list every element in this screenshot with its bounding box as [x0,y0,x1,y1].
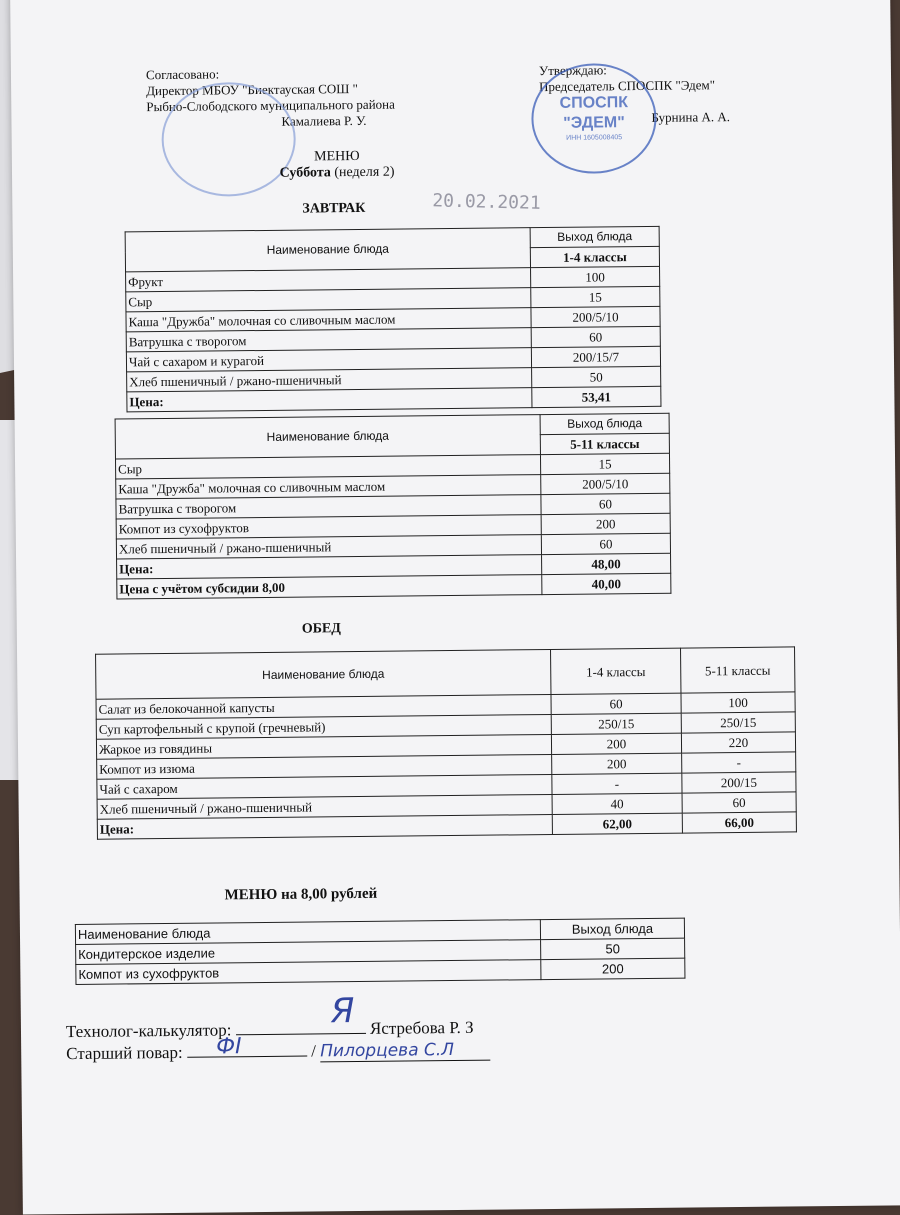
dish-name: Фрукт [126,268,531,292]
price-label: Цена: [127,388,532,412]
dish-name: Хлеб пшеничный / ржано-пшеничный [127,368,532,392]
approval-right-name: Бурнина А. А. [651,109,731,125]
price-value-a: 62,00 [552,813,682,834]
breakfast-table-2 [115,413,672,600]
dish-value-b: 220 [681,732,795,753]
col-name-header: Наименование блюда [125,228,530,272]
dish-value: 200/5/10 [541,473,670,494]
dish-name: Хлеб пшеничный / ржано-пшеничный [116,535,541,559]
tech-label: Технолог-калькулятор: [65,1020,232,1042]
dish-value-a: 200 [551,733,681,754]
stamp-line1: СПОСПК [559,94,629,112]
dish-value-b: - [682,752,796,773]
col-name-header: Наименование блюда [96,649,551,699]
dish-name: Каша "Дружба" молочная со сливочным маслом [126,308,531,332]
dish-name: Суп картофельный с крупой (гречневый) [96,714,551,739]
cook-label: Старший повар: [66,1042,183,1064]
tech-signature: Я [330,991,355,1032]
dish-name: Компот из изюма [97,754,552,779]
approval-left-name: Камалиева Р. У. [281,112,367,129]
menu8-heading: МЕНЮ на 8,00 рублей [224,885,378,904]
dish-name: Ватрушка с творогом [116,495,541,519]
group-header: 1-4 классы [530,246,659,267]
dish-value-a: 60 [551,693,681,714]
document-page [10,0,900,1215]
dish-value: 50 [541,938,685,960]
dish-name: Хлеб пшеничный / ржано-пшеничный [97,794,552,819]
price-label: Цена: [117,555,542,579]
lunch-heading: ОБЕД [301,621,341,637]
table-header-row [96,647,795,699]
dish-name: Ватрушка с творогом [126,328,531,352]
col-out-header: Выход блюда [540,918,684,940]
dish-name: Салат из белокочанной капусты [96,694,551,719]
subsidy-label: Цена с учётом субсидии 8,00 [117,575,542,599]
dish-value-a: - [552,773,682,794]
dish-value: 200/5/10 [531,306,660,327]
menu8-table [75,918,686,985]
menu-day: Суббота [279,165,331,181]
dish-value: 50 [532,366,661,387]
handwritten-date: 20.02.2021 [432,190,541,214]
dish-value-a: 250/15 [551,713,681,734]
col-out-header: Выход блюда [530,226,659,247]
col-name-header: Наименование блюда [115,415,540,459]
col-out-header: Выход блюда [540,413,669,434]
price-value: 48,00 [542,553,671,574]
dish-value-a: 200 [552,753,682,774]
menu-title: МЕНЮ [314,148,360,165]
dish-name: Каша "Дружба" молочная со сливочным маслом [116,475,541,499]
dish-value: 200 [541,958,685,980]
approval-right-label: Утверждаю: [538,62,607,79]
breakfast-heading: ЗАВТРАК [302,200,366,217]
stamp-line2: "ЭДЕМ" [563,114,625,132]
dish-value: 200/15/7 [531,346,660,367]
breakfast-table-1 [125,226,662,413]
col-group-a-header: 1-4 классы [551,648,681,694]
subsidy-value: 40,00 [542,573,671,594]
lunch-table [95,646,797,839]
cook-signature: ФI [216,1034,242,1060]
dish-name: Сыр [126,288,531,312]
menu-title-block [242,148,432,182]
dish-value-b: 200/15 [682,772,796,793]
dish-value: 60 [541,533,670,554]
approval-left-line2: Рыбно-Слободского муниципального района [146,96,395,115]
dish-name: Чай с сахаром [97,774,552,799]
tech-name: Ястребова Р. З [369,1017,474,1038]
dish-value: 60 [541,493,670,514]
dish-value-b: 60 [682,792,796,813]
tech-signature-line [66,1018,474,1042]
approval-right-line1: Председатель СПОСПК "Эдем" [539,77,716,95]
price-label: Цена: [97,814,552,839]
price-value-b: 66,00 [682,812,796,833]
dish-name: Жаркое из говядины [96,734,551,759]
dish-value: 15 [540,453,669,474]
cook-signature-line: Старший повар: / Пилорцева С.Л [66,1040,490,1065]
approval-left-line1: Директор МБОУ "Биектауская СОШ " [146,80,358,99]
dish-value: 60 [531,326,660,347]
dish-name: Сыр [115,455,540,479]
col-group-b-header: 5-11 классы [681,647,795,693]
col-name-header: Наименование блюда [75,920,540,945]
dish-name: Чай с сахаром и курагой [126,348,531,372]
menu-week: (неделя 2) [334,164,395,181]
dish-name: Компот из сухофруктов [116,515,541,539]
group-header: 5-11 классы [540,433,669,454]
dish-name: Кондитерское изделие [76,940,541,965]
price-value: 53,41 [532,386,661,407]
dish-value: 15 [531,286,660,307]
dish-name: Компот из сухофруктов [76,960,541,985]
dish-value-b: 100 [681,692,795,713]
company-stamp [531,63,657,174]
price-row [127,386,661,412]
stamp-inn: ИНН 1605008405 [566,134,623,142]
dish-value-b: 250/15 [681,712,795,733]
approval-left-label: Согласовано: [145,66,220,83]
dish-value-a: 40 [552,793,682,814]
cook-name: Пилорцева С.Л [320,1040,490,1063]
dish-value: 100 [531,266,660,287]
dish-value: 200 [541,513,670,534]
